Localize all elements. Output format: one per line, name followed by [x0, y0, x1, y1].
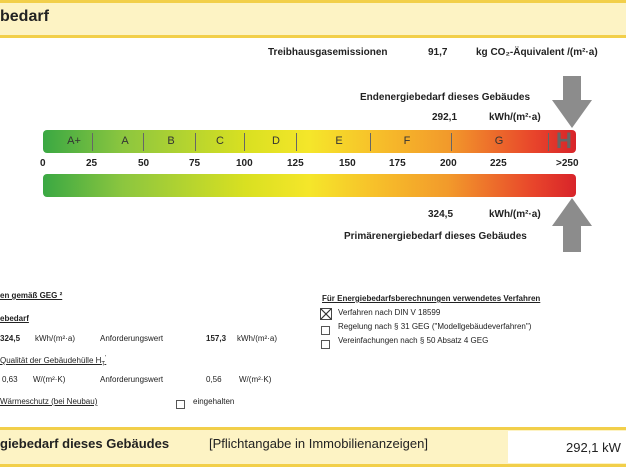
class-divider [195, 133, 196, 151]
class-divider [244, 133, 245, 151]
left-unit-1: kWh/(m²·a) [35, 334, 75, 343]
class-divider [143, 133, 144, 151]
scale-number: 75 [189, 158, 201, 169]
heat-protection-checkbox[interactable] [176, 396, 185, 414]
class-divider [92, 133, 93, 151]
method-label-simplified: Vereinfachungen nach § 50 Absatz 4 GEG [338, 336, 489, 345]
left-req-unit-1: kWh/(m²·a) [237, 334, 277, 343]
class-a: A [121, 135, 129, 147]
class-g: G [494, 135, 504, 147]
footer-note: [Pflichtangabe in Immobilienanzeigen] [209, 436, 428, 451]
left-heading: en gemäß GEG ² [0, 291, 63, 300]
ghg-value: 91,7 [428, 47, 448, 58]
scale-number: >250 [556, 158, 579, 169]
scale-number: 175 [389, 158, 406, 169]
primary-energy-label: Primärenergiebedarf dieses Gebäudes [344, 231, 527, 242]
class-a-plus: A+ [67, 135, 81, 147]
primary-energy-arrow-icon [552, 198, 592, 254]
left-req-unit-2: W/(m²·K) [239, 375, 272, 384]
method-checkbox-simplified[interactable] [321, 336, 330, 354]
ghg-label: Treibhausgasemissionen [268, 47, 388, 58]
class-divider [548, 133, 549, 151]
scale-number: 100 [236, 158, 253, 169]
checked-x-icon [320, 308, 332, 320]
left-value-2: 0,63 [2, 375, 18, 384]
scale-number: 200 [440, 158, 457, 169]
section-title: bedarf [0, 8, 49, 25]
footer-value: 292,1 kW [566, 440, 621, 455]
left-unit-2: W/(m²·K) [33, 375, 66, 384]
method-label-din: Verfahren nach DIN V 18599 [338, 308, 441, 317]
class-e: E [335, 135, 343, 147]
scale-number: 225 [490, 158, 507, 169]
end-energy-label: Endenergiebedarf dieses Gebäudes [360, 92, 531, 103]
scale-number: 125 [287, 158, 304, 169]
left-req-label-2: Anforderungswert [100, 375, 164, 384]
method-label-model: Regelung nach § 31 GEG ("Modellgebäudeverfahren") [338, 322, 532, 331]
class-divider [370, 133, 371, 151]
scale-number: 0 [40, 158, 46, 169]
primary-energy-value: 324,5 [428, 209, 454, 220]
heat-protection-label: eingehalten [193, 397, 235, 406]
class-d: D [272, 135, 280, 147]
scale-number: 25 [86, 158, 98, 169]
ghg-unit: kg CO₂-Äquivalent /(m²·a) [476, 47, 598, 58]
primary-energy-unit: kWh/(m²·a) [489, 209, 541, 220]
end-energy-marker: H [556, 128, 572, 153]
class-divider [296, 133, 297, 151]
end-energy-value: 292,1 [432, 112, 458, 123]
left-sub-quality: Qualität der Gebäudehülle $H_T'$ [0, 355, 107, 368]
left-sub-ebedarf: ebedarf [0, 314, 29, 323]
class-b: B [167, 135, 175, 147]
section-header [0, 0, 626, 38]
scale-number: 150 [339, 158, 356, 169]
left-req-label-1: Anforderungswert [100, 334, 164, 343]
method-heading: Für Energiebedarfsberechnungen verwendetes Verfahren [322, 294, 541, 303]
scale-number: 50 [138, 158, 150, 169]
end-energy-arrow-icon [552, 76, 592, 132]
primary-scale-bar [43, 174, 576, 197]
class-divider [451, 133, 452, 151]
left-req-value-2: 0,56 [206, 375, 222, 384]
footer-title: giebedarf dieses Gebäudes [0, 436, 170, 451]
end-energy-unit: kWh/(m²·a) [489, 112, 541, 123]
class-f: F [403, 135, 411, 147]
class-c: C [216, 135, 224, 147]
left-value-1: 324,5 [0, 334, 21, 343]
left-req-value-1: 157,3 [206, 334, 227, 343]
left-sub-heat-protection: Wärmeschutz (bei Neubau) [0, 397, 98, 406]
